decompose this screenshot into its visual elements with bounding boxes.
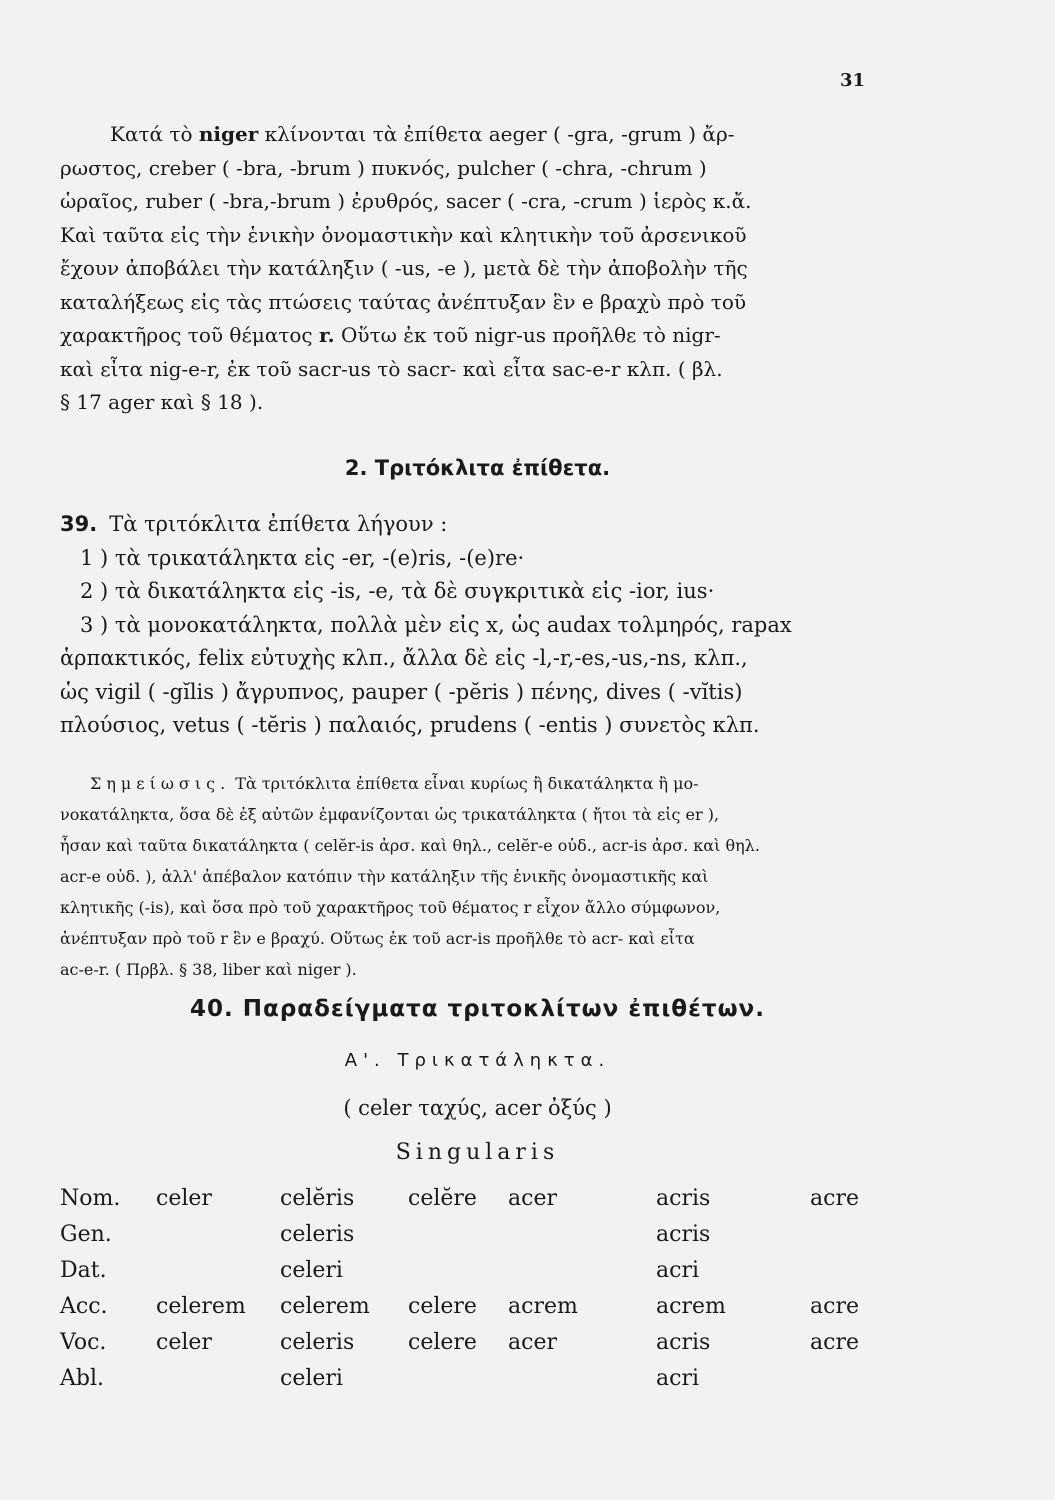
table-cell: acre — [810, 1329, 859, 1355]
table-cell: acer — [508, 1185, 557, 1211]
table-row — [60, 1360, 890, 1396]
table-cell: celĕris — [280, 1185, 355, 1211]
case-label: Dat. — [60, 1257, 107, 1283]
table-row — [60, 1216, 890, 1252]
heading-singularis: Singularis — [395, 1140, 560, 1165]
para-line: Κατά τὸ niger κλίνονται τὰ ἐπίθετα aeger ( -gra, -grum ) ἄρ- — [110, 122, 735, 146]
table-cell: celeris — [280, 1221, 355, 1247]
table-cell: celĕre — [408, 1185, 477, 1211]
table-cell — [508, 1216, 656, 1252]
section-39-intro: 39. Τὰ τριτόκλιτα ἐπίθετα λήγουν : — [60, 512, 448, 536]
table-cell: celerem — [280, 1293, 370, 1319]
section-39 — [60, 508, 895, 743]
table-cell: acri — [656, 1257, 699, 1283]
table-cell: acrem — [656, 1293, 726, 1319]
case-label: Gen. — [60, 1221, 112, 1247]
table-cell — [156, 1216, 280, 1252]
table-cell — [408, 1252, 508, 1288]
table-cell: celeri — [280, 1257, 343, 1283]
note-line: acr-e οὐδ. ), ἀλλ' ἀπέβαλον κατόπιν τὴν κατάληξιν τῆς ἑνικῆς ὀνομαστικῆς καὶ — [60, 867, 709, 886]
heading-paradeigmata: 40. Παραδείγματα τριτοκλίτων ἐπιθέτων. — [190, 996, 765, 1022]
case-label: Abl. — [60, 1365, 104, 1391]
table-cell: acris — [656, 1185, 711, 1211]
paragraph-niger — [60, 118, 895, 420]
declension-table — [60, 1180, 890, 1396]
para-line: καὶ εἶτα nig-e-r, ἐκ τοῦ sacr-us τὸ sacr- καὶ εἶτα sac-e-r κλπ. ( βλ. — [60, 356, 723, 381]
list-item: 3 ) τὰ μονοκατάληκτα, πολλὰ μὲν εἰς x, ὡς audax τολμηρός, rapax — [80, 612, 792, 637]
para-line: καταλήξεως εἰς τὰς πτώσεις ταύτας ἀνέπτυξαν ἓν e βραχὺ πρὸ τοῦ — [60, 289, 747, 314]
table-cell: acre — [810, 1293, 859, 1319]
table-cell — [408, 1216, 508, 1252]
table-cell: celeris — [280, 1329, 355, 1355]
table-cell: celer — [156, 1185, 212, 1211]
heading-tritoklita: 2. Τριτόκλιτα ἐπίθετα. — [344, 456, 611, 480]
case-label: Nom. — [60, 1185, 121, 1211]
para-line: ρωστος, creber ( -bra, -brum ) πυκνός, pulcher ( -chra, -chrum ) — [60, 155, 707, 180]
table-row — [60, 1252, 890, 1288]
list-item: 2 ) τὰ δικατάληκτα εἰς -is, -e, τὰ δὲ συγκριτικὰ εἰς -ior, ius· — [80, 579, 715, 603]
para-line: ὡραῖος, ruber ( -bra,-brum ) ἐρυθρός, sacer ( -cra, -crum ) ἱερὸς κ.ἄ. — [60, 189, 752, 213]
table-cell: celere — [408, 1329, 477, 1355]
table-cell: celer — [156, 1329, 212, 1355]
table-cell: celere — [408, 1293, 477, 1319]
list-item-continuation: ἁρπακτικός, felix εὐτυχὴς κλπ., ἄλλα δὲ εἰς -l,-r,-es,-us,-ns, κλπ., — [60, 646, 748, 670]
para-line: ἔχουν ἀποβάλει τὴν κατάληξιν ( -us, -e ), μετὰ δὲ τὴν ἀποβολὴν τῆς — [60, 256, 748, 280]
list-item-continuation: ὡς vigil ( -gĭlis ) ἄγρυπνος, pauper ( -pĕris ) πένης, dives ( -vĭtis) — [60, 679, 743, 704]
table-cell — [810, 1252, 890, 1288]
table-cell — [508, 1360, 656, 1396]
note-block — [60, 768, 895, 985]
table-cell — [508, 1252, 656, 1288]
table-cell: acris — [656, 1329, 711, 1355]
note-line: κλητικῆς (-is), καὶ ὅσα πρὸ τοῦ χαρακτῆρος τοῦ θέματος r εἶχον ἄλλο σύμφωνον, — [60, 898, 721, 917]
table-cell: celerem — [156, 1293, 246, 1319]
page-number: 31 — [840, 70, 866, 91]
note-line: ἦσαν καὶ ταῦτα δικατάληκτα ( celĕr-is ἀρσ. καὶ θηλ., celĕr-e οὐδ., acr-is ἀρσ. καὶ θηλ. — [60, 836, 760, 855]
heading-trikataleta: Α'. Τρικατάληκτα. — [344, 1050, 611, 1071]
note-line: ac-e-r. ( Πρβλ. § 38, liber καὶ niger ). — [60, 960, 357, 979]
table-cell — [408, 1360, 508, 1396]
table-cell: acre — [810, 1185, 859, 1211]
table-cell: acrem — [508, 1293, 578, 1319]
heading-examples: ( celer ταχύς, acer ὀξύς ) — [343, 1096, 612, 1120]
table-cell — [810, 1216, 890, 1252]
table-cell — [156, 1252, 280, 1288]
table-row — [60, 1288, 890, 1324]
table-cell — [810, 1360, 890, 1396]
case-label: Voc. — [60, 1329, 107, 1355]
para-line: χαρακτῆρος τοῦ θέματος r. Οὕτω ἐκ τοῦ nigr-us προῆλθε τὸ nigr- — [60, 323, 721, 347]
para-line: Καὶ ταῦτα εἰς τὴν ἑνικὴν ὀνομαστικὴν καὶ κλητικὴν τοῦ ἀρσενικοῦ — [60, 222, 747, 247]
table-cell: acris — [656, 1221, 711, 1247]
list-item: 1 ) τὰ τρικατάληκτα εἰς -er, -(e)ris, -(e)re· — [80, 545, 525, 570]
table-row — [60, 1180, 890, 1216]
note-line: ἀνέπτυξαν πρὸ τοῦ r ἓν e βραχύ. Οὕτως ἐκ τοῦ acr-is προῆλθε τὸ acr- καὶ εἶτα — [60, 929, 695, 948]
note-line: νοκατάληκτα, ὅσα δὲ ἐξ αὐτῶν ἐμφανίζονται ὡς τρικατάληκτα ( ἤτοι τὰ εἰς er ), — [60, 805, 720, 824]
table-cell: acer — [508, 1329, 557, 1355]
para-line: § 17 ager καὶ § 18 ). — [60, 390, 264, 414]
note-line: Σημείωσις. Τὰ τριτόκλιτα ἐπίθετα εἶναι κυρίως ἢ δικατάληκτα ἢ μο- — [90, 774, 699, 793]
table-cell — [156, 1360, 280, 1396]
table-row — [60, 1324, 890, 1360]
table-cell: acri — [656, 1365, 699, 1391]
table-cell: celeri — [280, 1365, 343, 1391]
case-label: Acc. — [60, 1293, 108, 1319]
list-item-continuation: πλούσιος, vetus ( -tĕris ) παλαιός, prudens ( -entis ) συνετὸς κλπ. — [60, 713, 760, 737]
